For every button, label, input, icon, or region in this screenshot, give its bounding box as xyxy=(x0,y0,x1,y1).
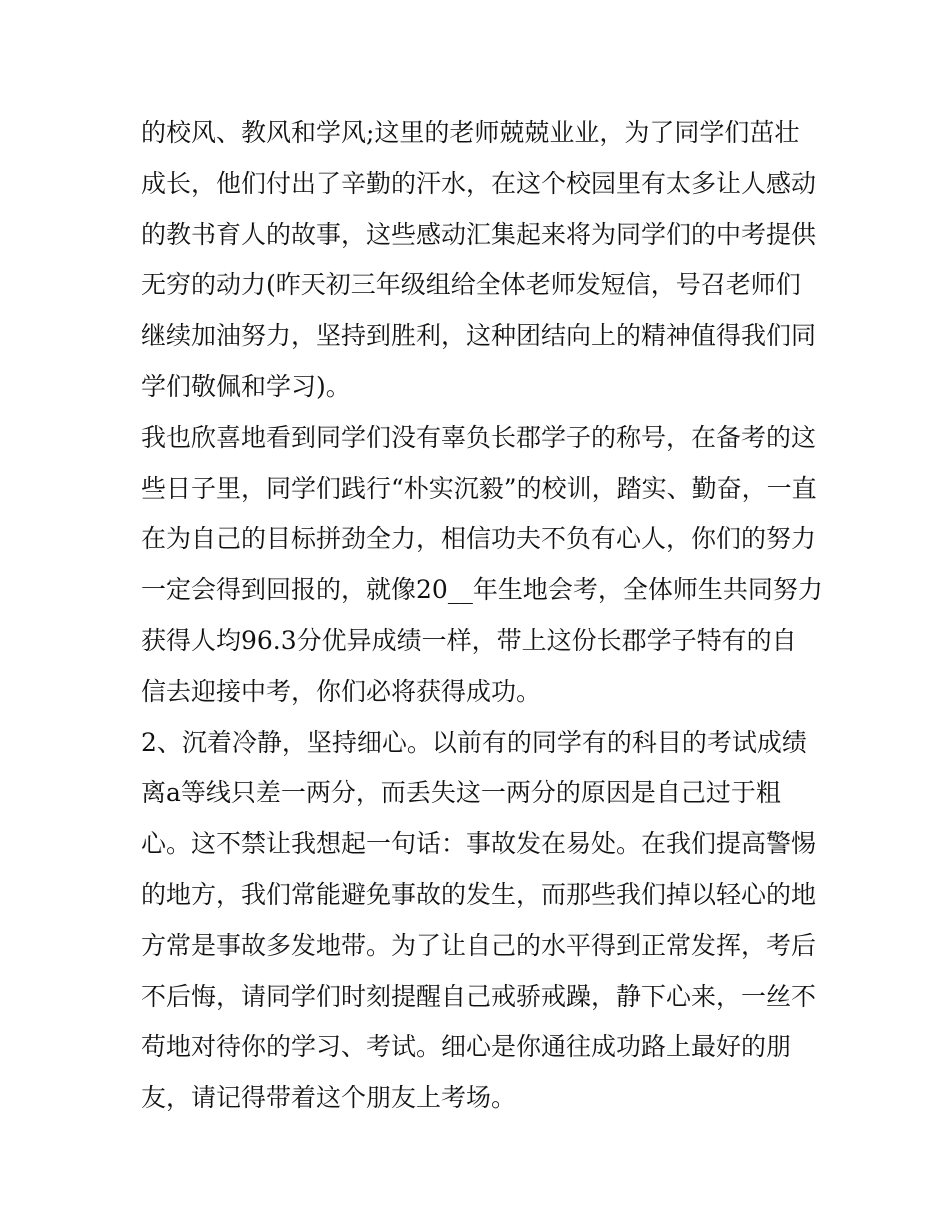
text-line: 离a等线只差一两分，而丢失这一两分的原因是自己过于粗 xyxy=(141,778,781,808)
text-line: 无穷的动力(昨天初三年级组给全体老师发短信，号召老师们 xyxy=(141,270,801,300)
text-line: 的校风、教风和学风;这里的老师兢兢业业，为了同学们茁壮 xyxy=(141,118,800,147)
text-line: 一定会得到回报的，就像20__年生地会考，全体师生共同努力 xyxy=(141,575,823,605)
text-line: 心。这不禁让我想起一句话：事故发在易处。在我们提高警惕 xyxy=(141,829,817,859)
text-line: 2、沉着冷静，坚持细心。以前有的同学有的科目的考试成绩 xyxy=(141,727,807,757)
text-line: 苟地对待你的学习、考试。细心是你通往成功路上最好的朋 xyxy=(141,1032,792,1062)
text-line: 的地方，我们常能避免事故的发生，而那些我们掉以轻心的地 xyxy=(141,879,817,909)
text-line: 友，请记得带着这个朋友上考场。 xyxy=(141,1083,517,1113)
body-text xyxy=(141,108,821,1124)
text-line: 在为自己的目标拼劲全力，相信功夫不负有心人，你们的努力 xyxy=(141,524,817,554)
text-line: 我也欣喜地看到同学们没有辜负长郡学子的称号，在备考的这 xyxy=(141,422,817,452)
text-line: 成长，他们付出了辛勤的汗水，在这个校园里有太多让人感动 xyxy=(141,168,817,198)
text-line: 信去迎接中考，你们必将获得成功。 xyxy=(141,676,542,706)
text-line: 方常是事故多发地带。为了让自己的水平得到正常发挥，考后 xyxy=(141,930,817,960)
text-line: 学们敬佩和学习)。 xyxy=(141,371,351,401)
text-line: 些日子里，同学们践行“朴实沉毅”的校训，踏实、勤奋，一直 xyxy=(141,473,817,503)
text-line: 获得人均96.3分优异成绩一样，带上这份长郡学子特有的自 xyxy=(141,625,797,655)
text-line: 不后悔，请同学们时刻提醒自己戒骄戒躁，静下心来，一丝不 xyxy=(141,981,817,1011)
text-line: 继续加油努力，坚持到胜利，这种团结向上的精神值得我们同 xyxy=(141,321,817,351)
text-line: 的教书育人的故事，这些感动汇集起来将为同学们的中考提供 xyxy=(141,219,817,249)
